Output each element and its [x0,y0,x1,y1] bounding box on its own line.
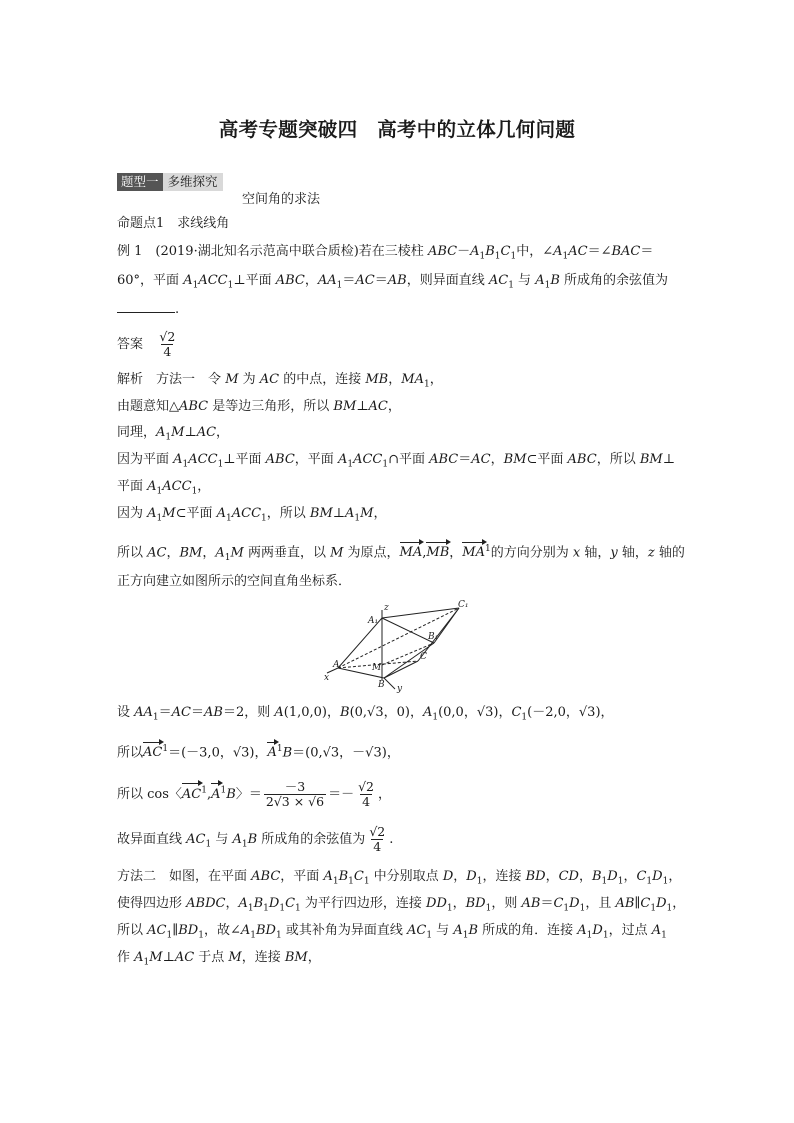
analysis-line-5: 平面 $A_1ACC_1$， [117,479,211,497]
method2-line-2: 使得四边形 ABDC，$A_1B_1D_1C_1$ 为平行四边形，连接 $DD_1$，$BD_1$，则 $AB=C_1D_1$，且 $AB\parallel C_1D_1$， [117,896,686,914]
analysis-label: 解析 [117,372,144,387]
label-b1: B₁ [428,632,439,642]
analysis-line-4: 因为平面 $A_1ACC_1\perp$平面 ABC，平面 $A_1ACC_1\cap$平面 ABC＝AC，BM⊂平面 ABC，所以 BM⊥ [117,452,675,470]
method2-label: 方法二 [117,869,157,884]
label-c: C [420,652,427,662]
method2-line-1: 方法二 如图，在平面 ABC，平面 $A_1B_1C_1$ 中分别取点 D，$D_1$，连接 BD，CD，$B_1D_1$，$C_1D_1$， [117,869,682,887]
answer-blank [117,300,175,313]
example-source: (2019·湖北知名示范高中联合质检)若在三棱柱 [155,244,424,259]
label-a1: A₁ [368,616,379,626]
prism-figure [322,598,472,693]
label-y: y [397,684,403,693]
analysis-line-1: 解析 方法一 令 M 为 AC 的中点，连接 MB，$MA_1$， [117,372,443,390]
analysis-line-9: 设 $AA_1=AC=AB=2$，则 A(1,0,0)，B(0,√3，0)，$A_1(0,0$，√3)，$C_1(-2,0$，√3)， [117,705,614,723]
question-type-tag [117,173,223,191]
label-c1: C₁ [458,600,469,610]
answer-fraction: $\frac{√2}{4}$ [159,329,176,359]
example-line-3: . [117,300,179,318]
analysis-line-2: 由题意知△ABC 是等边三角形，所以 BM⊥AC， [117,399,401,414]
label-b: B [378,680,385,690]
example-line-2: 60°，平面 $A_1ACC_1\perp$平面 ABC，$AA_1=AC=AB$，则异面直线 $AC_1$ 与 $A_1B$ 所成角的余弦值为 [117,273,669,291]
final-fraction: $\frac{√2}{4}$ [369,824,386,854]
label-a: A [333,660,340,670]
answer-label: 答案 [117,337,144,352]
label-m: M [372,663,382,673]
method2-line-3: 所以 $AC_1\parallel BD_1$，故$\angle A_1BD_1$ 或其补角为异面直线 $AC_1$ 与 $A_1B$ 所成的角．连接 $A_1D_1$，过点 $A_1$ [117,923,667,941]
analysis-line-8: 正方向建立如图所示的空间直角坐标系． [117,574,352,589]
method1-label: 方法一 [156,372,196,387]
analysis-line-6: 因为 $A_1M\subset$平面 $A_1ACC_1$，所以 $BM\perp A_1M$， [117,506,387,524]
example-line-1: 例 1 (2019·湖北知名示范高中联合质检)若在三棱柱 $ABC-A_1B_1C_1$中，$\angle A_1AC=\angle BAC=$ [117,244,654,262]
method2-line-4: 作 $A_1M\perp AC$ 于点 M，连接 BM， [117,950,321,968]
analysis-line-10: 所以$AC^1=(-3,0$，√3)，$A^1B=(0,√3$，－√3)， [117,744,400,761]
example-label: 例 1 [117,244,143,259]
analysis-line-11: 所以 cos〈$AC^1,A^1B$〉＝ $\frac{-3}{2√3 \times √6}$ ＝－ $\frac{√2}{4}$ ， [117,779,392,809]
label-x: x [324,673,330,683]
answer-line [117,330,179,359]
page-title: 高考专题突破四 高考中的立体几何问题 [218,118,576,141]
tag-category: 多维探究 [163,173,223,191]
topic-heading: 命题点1 求线线角 [117,216,230,231]
analysis-line-12: 故异面直线 $AC_1$ 与 $A_1B$ 所成角的余弦值为 $\frac{√2}{4}$ . [117,824,394,854]
cos-result: $\frac{√2}{4}$ [358,779,374,809]
analysis-line-3: 同理，$A_1M\perp AC$， [117,425,230,443]
section-subhead: 空间角的求法 [242,192,321,207]
analysis-line-7: 所以 AC，BM，$A_1M$ 两两垂直，以 M 为原点，MA,MB，$MA^1$的方向分别为 x 轴，y 轴，z 轴的 [117,544,685,563]
cos-fraction: $\frac{-3}{2√3 \times √6}$ [265,779,325,809]
tag-type: 题型一 [117,173,163,191]
label-z: z [384,603,389,613]
